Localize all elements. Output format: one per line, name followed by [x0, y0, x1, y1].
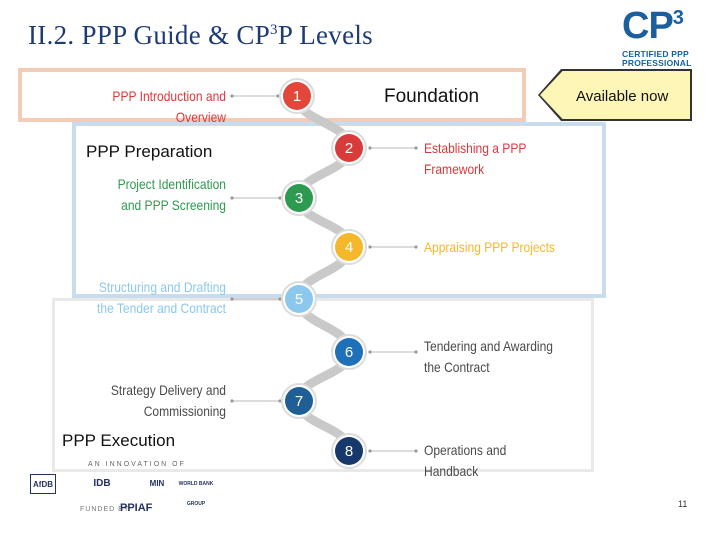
leader-dot	[414, 350, 417, 353]
step-number: 5	[294, 291, 304, 308]
world-bank-logo: WORLD BANK GROUP	[178, 481, 214, 507]
step-number: 2	[344, 140, 354, 157]
step-number: 8	[344, 443, 354, 460]
step-label-6: Tendering and Awarding the Contract	[424, 338, 553, 375]
step-number: 6	[344, 344, 354, 361]
step-label-3: Project Identification and PPP Screening	[117, 176, 226, 213]
step-number: 7	[294, 393, 304, 410]
step-label-7: Strategy Delivery and Commissioning	[110, 382, 226, 419]
leader-dot	[414, 245, 417, 248]
leader-dot	[368, 350, 371, 353]
idb-logo: IDB	[93, 478, 111, 489]
slide-title: II.2. PPP Guide & $CP^3P$ Levels	[28, 20, 373, 50]
innovation-caption: AN INNOVATION OF	[88, 461, 186, 468]
leader-dot	[368, 449, 371, 452]
leader-dot	[230, 399, 233, 402]
step-label-1: PPP Introduction and Overview	[112, 88, 226, 125]
step-label-4: Appraising PPP Projects	[424, 239, 555, 255]
leader-dot	[368, 146, 371, 149]
leader-dot	[368, 245, 371, 248]
foundation-label: Foundation	[384, 86, 480, 107]
afdb-logo: AfDB	[30, 474, 56, 494]
available-now-label: Available now	[576, 88, 669, 105]
step-label-2: Establishing a PPP Framework	[424, 140, 527, 177]
funded-caption: FUNDED BY	[80, 506, 130, 513]
step-number: 3	[294, 190, 304, 207]
min-logo: MIN	[149, 479, 165, 488]
partner-logos	[30, 474, 216, 507]
ppiaf-logo: PPIAF	[120, 502, 153, 514]
preparation-label: PPP Preparation	[86, 142, 213, 161]
leader-dot	[414, 146, 417, 149]
step-number: 4	[344, 239, 354, 256]
step-label-5: Structuring and Drafting the Tender and Contract	[97, 279, 226, 316]
page-number: 11	[678, 499, 688, 509]
step-number: 1	[292, 88, 302, 105]
cp3p-logo: $CP^3$ CERTIFIED PPP PROFESSIONAL	[622, 5, 692, 68]
leader-dot	[414, 449, 417, 452]
leader-dot	[230, 297, 233, 300]
leader-dot	[230, 94, 233, 97]
execution-label: PPP Execution	[62, 431, 176, 450]
step-label-8: Operations and Handback	[424, 442, 507, 479]
leader-dot	[230, 196, 233, 199]
